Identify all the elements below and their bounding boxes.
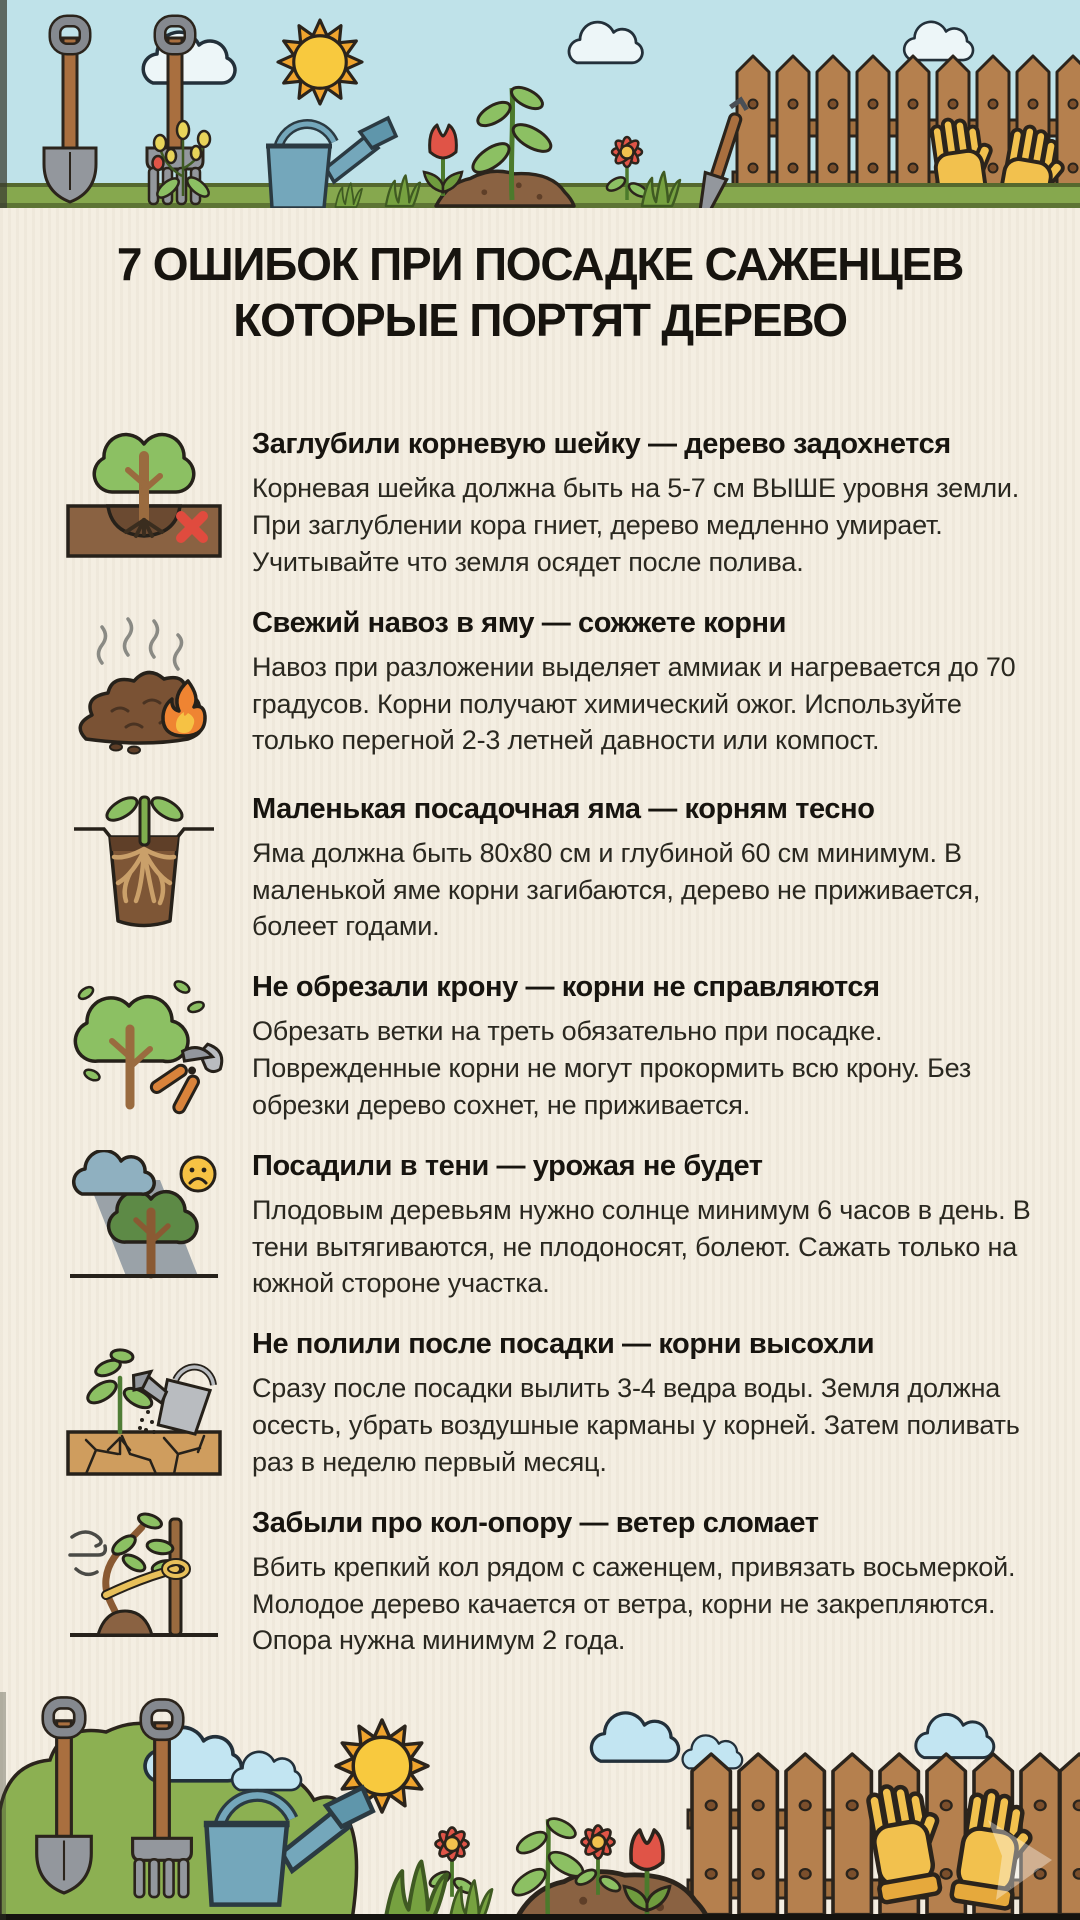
section-body: Сразу после посадки вылить 3-4 ведра воды. Земля должна осесть, убрать воздушные карманы у корней. Затем поливать раз в неделю первый месяц. — [252, 1373, 1020, 1477]
title-line-2: КОТОРЫЕ ПОРТЯТ ДЕРЕВО — [233, 294, 847, 347]
section-text — [252, 793, 1036, 946]
mistakes-list — [58, 428, 1036, 1659]
daisy-icon — [574, 1826, 623, 1895]
section-body: Яма должна быть 80х80 см и глубиной 60 см минимум. В маленькой яме корни загибаются, дерево не приживается, болеет годами. — [252, 837, 981, 942]
cloud-icon — [591, 1713, 678, 1761]
mistake-section — [58, 793, 1036, 946]
section-heading: Свежий навоз в яму — сожжете корни — [252, 606, 787, 639]
section-body: Корневая шейка должна быть на 5-7 см ВЫШЕ уровня земли. При заглублении кора гниет, дерево медленно умирает. Учитывайте что земля осядет после полива. — [252, 473, 1020, 577]
section-text — [252, 1328, 1036, 1481]
grass-tuft-icon — [386, 1862, 447, 1916]
mistake-section — [58, 971, 1036, 1124]
mistake-section — [58, 1150, 1036, 1303]
icon-box — [58, 793, 230, 943]
mistake-section — [58, 428, 1036, 581]
section-body: Вбить крепкий кол рядом с саженцем, привязать восьмеркой. Молодое дерево качается от ветра, корни не закрепляются. Опора нужна минимум 2 года. — [252, 1551, 1016, 1656]
top-banner-illustration — [0, 0, 1080, 208]
tree-pruning-shears-icon — [61, 971, 227, 1121]
section-heading: Не обрезали крону — корни не справляются — [252, 971, 880, 1003]
icon-box — [58, 1150, 230, 1300]
fresh-manure-fire-icon — [61, 607, 227, 767]
tree-planted-too-deep-icon — [61, 428, 227, 578]
section-heading: Посадили в тени — урожая не будет — [252, 1149, 763, 1182]
section-text — [252, 428, 1036, 581]
section-heading: Не полили после посадки — корни высохли — [252, 1328, 875, 1360]
bottom-banner-illustration — [0, 1692, 1080, 1920]
left-edge — [0, 1692, 6, 1920]
mistake-section — [58, 607, 1036, 767]
section-text — [252, 1507, 1036, 1660]
section-text — [252, 971, 1036, 1124]
stake-support-wind-icon — [61, 1507, 227, 1657]
watering-can-dry-soil-icon — [61, 1328, 227, 1478]
page-title — [30, 236, 1050, 348]
cloud-icon — [916, 1714, 994, 1757]
icon-box — [58, 1507, 230, 1657]
cloud-icon — [232, 1752, 301, 1790]
left-edge — [0, 0, 7, 208]
section-body: Плодовым деревьям нужно солнце минимум 6 часов в день. В тени вытягиваются, не плодоносят, болеют. Сажать только на южной стороне участка. — [252, 1194, 1031, 1299]
section-text — [252, 607, 1036, 760]
icon-box — [58, 1328, 230, 1478]
icon-box — [58, 428, 230, 578]
section-heading: Заглубили корневую шейку — дерево задохнется — [252, 428, 951, 460]
cramped-roots-small-pit-icon — [61, 793, 227, 943]
section-body: Навоз при разложении выделяет аммиак и нагревается до 70 градусов. Корни получают химический ожог. Используйте только перегной 2-3 летней давности или компост. — [252, 651, 1016, 756]
icon-box — [58, 971, 230, 1121]
ground-line — [0, 1914, 1080, 1920]
shade-sad-face-icon — [61, 1150, 227, 1300]
title-line-1: 7 ОШИБОК ПРИ ПОСАДКЕ САЖЕНЦЕВ — [116, 238, 964, 290]
icon-box — [58, 607, 230, 767]
section-body: Обрезать ветки на треть обязательно при посадке. Поврежденные корни не могут прокормить всю крону. Без обрезки дерево сохнет, не приживается. — [252, 1016, 972, 1120]
section-heading: Маленькая посадочная яма — корням тесно — [252, 792, 875, 825]
section-heading: Забыли про кол-опору — ветер сломает — [252, 1506, 819, 1539]
mistake-section — [58, 1507, 1036, 1660]
mistake-section — [58, 1328, 1036, 1481]
section-text — [252, 1150, 1036, 1303]
